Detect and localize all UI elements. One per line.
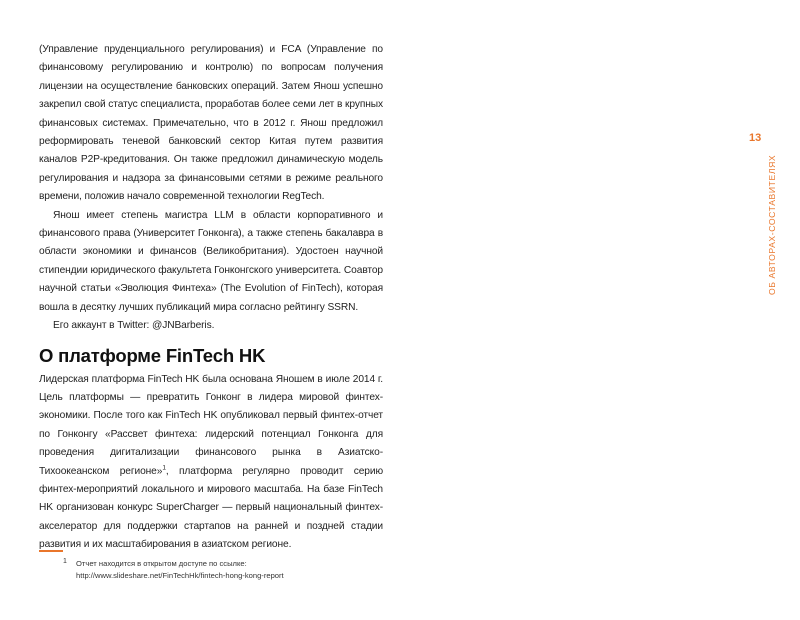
footnote [39,558,383,581]
section-paragraph-part-2: , платформа регулярно проводит серию финтех-мероприятий локального и мирового масштаба. На базе FinTech HK организован конкурс SuperCharger — первый национальный финтех-акселератор для поддержки стартапов на ранней и поздней стадии развития и их масштабирования в азиатском регионе. [39,465,383,551]
body-paragraph-1: (Управление пруденциального регулирования) и FCA (Управление по финансовому регулированию и контролю) по вопросам получения лицензии на осуществление банковских операций. Затем Янош успешно закрепил свой статус специалиста, проработав более семи лет в крупных финансовых системах. Примечательно, что в 2012 г. Янош предложил реформировать теневой банковский сектор Китая путем развития каналов P2P-кредитования. Он также предложил динамическую модель регулирования и надзора за финансовыми сетями в режиме реального времени, положив начало современной технологии RegTech. [39,44,383,203]
footnote-reference[interactable]: 1 [162,464,166,472]
section-paragraph-part-1: Лидерская платформа FinTech HK была основана Яношем в июле 2014 г. Цель платформы — превратить Гонконг в лидера мировой финтех-экономики. После того как FinTech HK опубликовал первый финтех-отчет по Гонконгу «Рассвет финтеха: лидерский потенциал Гонконга для проведения дигитализации финансового рынка в Азиатско-Тихоокеанском регионе» [39,373,383,477]
footnote-number: 1 [63,558,67,565]
page-number: 13 [749,132,762,144]
main-text-column [39,41,383,555]
section-heading: О платформе FinTech HK [39,344,266,366]
section-side-caption: ОБ АВТОРАХ-СОСТАВИТЕЛЯХ [767,154,777,295]
body-paragraph-3: Его аккаунт в Twitter: @JNBarberis. [53,320,215,332]
footnote-divider [39,550,63,552]
footnote-text: Отчет находится в открытом доступе по ссылке: http://www.slideshare.net/FinTechHk/fintech-hong-kong-report [76,559,284,580]
section-paragraph [39,371,383,555]
body-paragraph-2: Янош имеет степень магистра LLM в области корпоративного и финансового права (Университет Гонконга), а также степень бакалавра в области экономики и финансов (Великобритания). Удостоен научной стипендии юридического факультета Гонконгского университета. Соавтор научной статьи «Эволюция Финтеха» (The Evolution of FinTech), которая вошла в десятку лучших публикаций мира согласно рейтингу SSRN. [39,209,383,313]
